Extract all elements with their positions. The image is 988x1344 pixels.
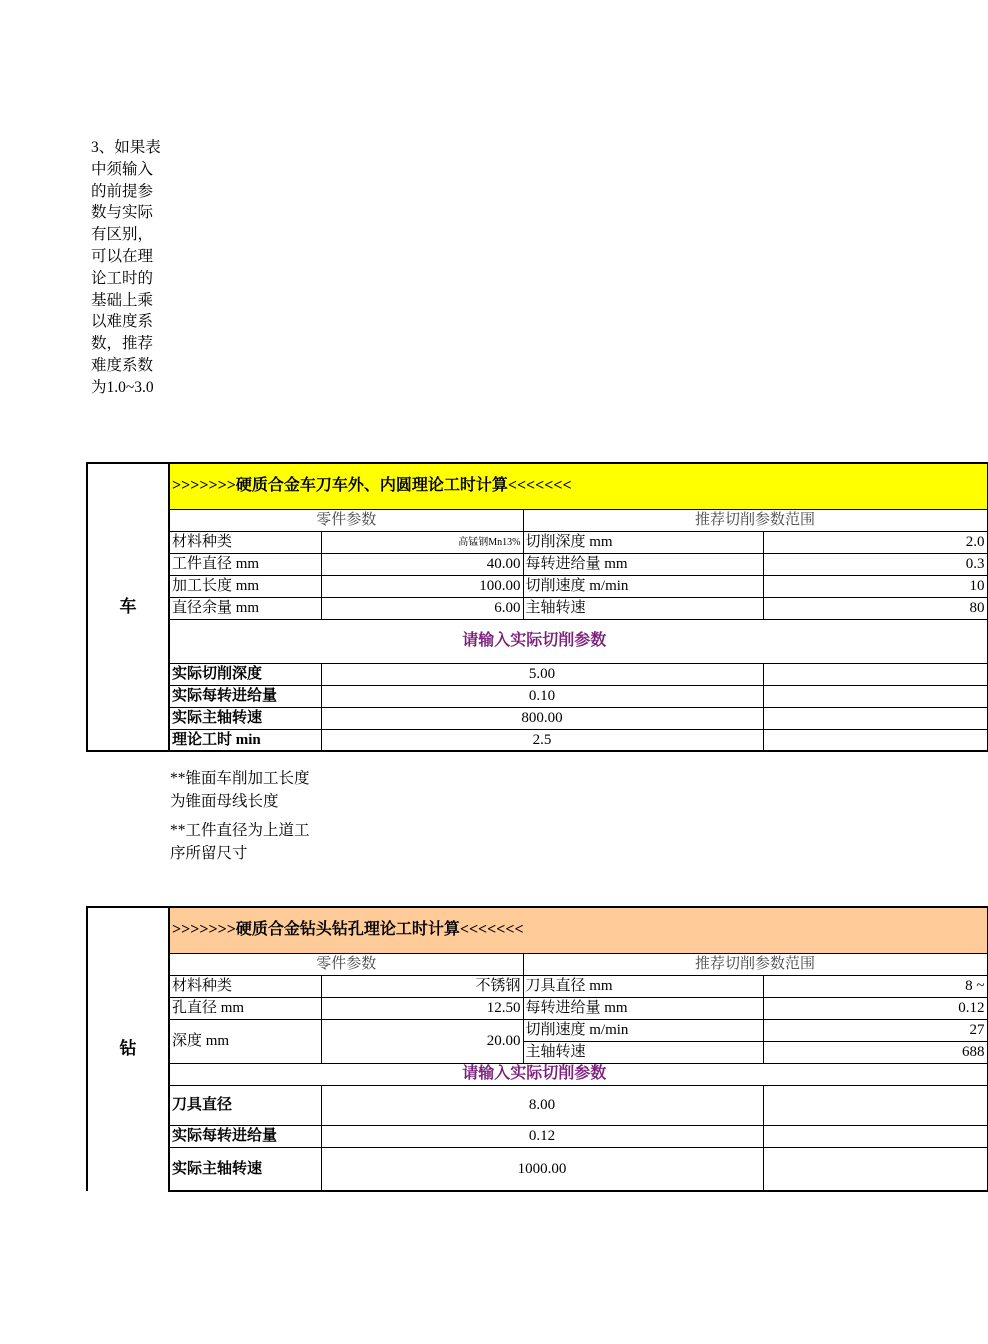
turning-result-label: 理论工时 min — [169, 729, 321, 751]
turning-rec-value: 0.3 — [763, 553, 987, 575]
turning-result-value: 2.5 — [321, 729, 763, 751]
turning-length-input[interactable]: 100.00 — [321, 575, 523, 597]
turning-recommended-header: 推荐切削参数范围 — [523, 509, 987, 531]
turning-rec-value: 2.0 — [763, 531, 987, 553]
turning-diameter-input[interactable]: 40.00 — [321, 553, 523, 575]
drilling-side-label: 钻 — [87, 907, 169, 1191]
turning-allowance-input[interactable]: 6.00 — [321, 597, 523, 619]
turning-actual-speed-input[interactable]: 800.00 — [321, 707, 763, 729]
drilling-actual-label: 刀具直径 — [169, 1085, 321, 1125]
turning-footnote-1: **锥面车削加工长度为锥面母线长度 — [170, 770, 310, 810]
drilling-row-label: 材料种类 — [169, 975, 321, 997]
drilling-rec-label: 切削速度 m/min — [523, 1019, 763, 1041]
drilling-rec-value: 27 — [763, 1019, 987, 1041]
turning-actual-label: 实际主轴转速 — [169, 707, 321, 729]
turning-rec-label: 切削速度 m/min — [523, 575, 763, 597]
drilling-hole-diameter-input[interactable]: 12.50 — [321, 997, 523, 1019]
drilling-recommended-header: 推荐切削参数范围 — [523, 953, 987, 975]
turning-row-label: 工件直径 mm — [169, 553, 321, 575]
turning-actual-label: 实际每转进给量 — [169, 685, 321, 707]
drilling-actual-diameter-input[interactable]: 8.00 — [321, 1085, 763, 1125]
drilling-section — [86, 906, 985, 1192]
drilling-part-params-header: 零件参数 — [169, 953, 523, 975]
drilling-depth-input[interactable]: 20.00 — [321, 1019, 523, 1063]
drilling-rec-value: 0.12 — [763, 997, 987, 1019]
drilling-actual-feed-input[interactable]: 0.12 — [321, 1125, 763, 1147]
drilling-rec-label: 主轴转速 — [523, 1041, 763, 1063]
turning-actual-label: 实际切削深度 — [169, 663, 321, 685]
drilling-title: >>>>>>>硬质合金钻头钻孔理论工时计算<<<<<<< — [169, 907, 987, 953]
turning-row-label: 直径余量 mm — [169, 597, 321, 619]
turning-section — [86, 462, 985, 752]
drilling-rec-label: 刀具直径 mm — [523, 975, 763, 997]
turning-material-input[interactable]: 高锰钢Mn13% — [321, 531, 523, 553]
turning-part-params-header: 零件参数 — [169, 509, 523, 531]
turning-row-label: 材料种类 — [169, 531, 321, 553]
difficulty-note: 3、如果表中须输入的前提参数与实际有区别，可以在理论工时的基础上乘以难度系数，推荐难度系数为1.0~3.0 — [91, 139, 161, 396]
drilling-rec-label: 每转进给量 mm — [523, 997, 763, 1019]
turning-rec-value: 80 — [763, 597, 987, 619]
turning-title: >>>>>>>硬质合金车刀车外、内圆理论工时计算<<<<<<< — [169, 463, 987, 509]
turning-footnote-2: **工件直径为上道工序所留尺寸 — [170, 822, 310, 862]
turning-rec-value: 10 — [763, 575, 987, 597]
drilling-actual-label: 实际主轴转速 — [169, 1147, 321, 1191]
turning-actual-depth-input[interactable]: 5.00 — [321, 663, 763, 685]
turning-rec-label: 切削深度 mm — [523, 531, 763, 553]
drilling-actual-speed-input[interactable]: 1000.00 — [321, 1147, 763, 1191]
drilling-input-prompt: 请输入实际切削参数 — [169, 1063, 987, 1085]
turning-input-prompt: 请输入实际切削参数 — [169, 619, 987, 663]
drilling-rec-value: 688 — [763, 1041, 987, 1063]
turning-side-label: 车 — [87, 463, 169, 751]
drilling-material-input[interactable]: 不锈钢 — [321, 975, 523, 997]
turning-row-label: 加工长度 mm — [169, 575, 321, 597]
drilling-row-label: 孔直径 mm — [169, 997, 321, 1019]
drilling-row-label: 深度 mm — [169, 1019, 321, 1063]
drilling-rec-value: 8 ~ — [763, 975, 987, 997]
drilling-actual-label: 实际每转进给量 — [169, 1125, 321, 1147]
turning-rec-label: 每转进给量 mm — [523, 553, 763, 575]
turning-rec-label: 主轴转速 — [523, 597, 763, 619]
turning-actual-feed-input[interactable]: 0.10 — [321, 685, 763, 707]
